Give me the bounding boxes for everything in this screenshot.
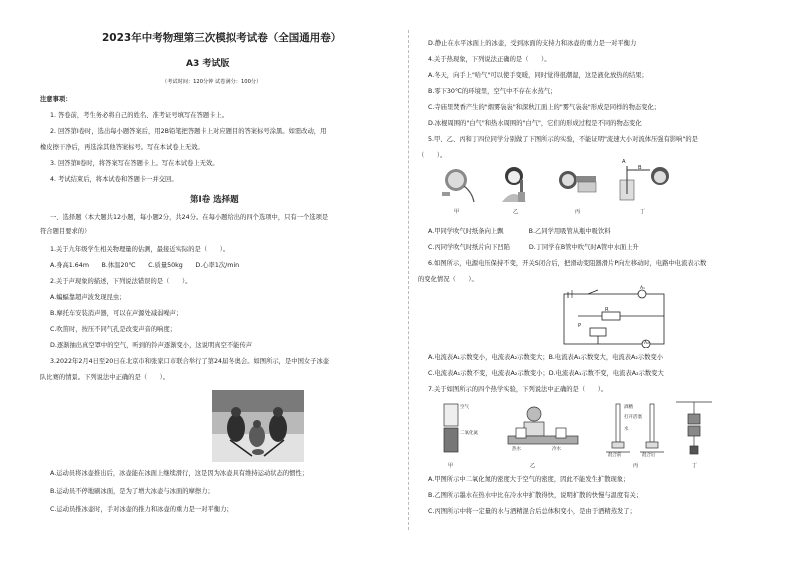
q5-fig-yi bbox=[494, 162, 536, 204]
q7-label-yi: 乙 bbox=[530, 463, 536, 469]
q7-label-after: 混合后 bbox=[642, 453, 656, 458]
q3-option-b: B.运动员不停地刷冰面，是为了增大冰壶与冰面的摩擦力； bbox=[50, 488, 214, 495]
exam-title: 2023年中考物理第三次模拟考试卷（全国通用卷） bbox=[102, 32, 342, 44]
q7-option-c: C.丙图所示中将一定量的水与酒精混合后总体积变小，是由于酒精蒸发了； bbox=[428, 508, 636, 515]
q2-option-c: C.吹笛时，按压不同气孔是改变声音的响度； bbox=[50, 326, 177, 333]
q4-option-d: D.冰棍周围的"白气"和热水周围的"白气"，它们的形成过程是不同的物态变化 bbox=[428, 120, 642, 127]
q4-option-b: B.零下30℃的环境里，空气中不存在水蒸气； bbox=[428, 88, 557, 95]
q5-fig-jia bbox=[438, 164, 478, 204]
q7-label-before: 混合前 bbox=[608, 453, 622, 458]
q7-option-a: A.甲图所示中二氧化氮的密度大于空气的密度，因此不能发生扩散现象； bbox=[428, 476, 630, 483]
q7-label-jia: 甲 bbox=[448, 463, 454, 469]
section-title: 第Ⅰ卷 选择题 bbox=[190, 195, 239, 205]
note-1: 1. 答卷前，考生务必将自己的姓名、准考证号填写在答题卡上。 bbox=[50, 112, 229, 119]
q7-label-cold: 冷水 bbox=[552, 447, 561, 452]
q4-stem: 4.关于热现象，下列说法正确的是（ ）。 bbox=[428, 56, 551, 63]
q3-stem-2: 队比赛的情景。下列说法中正确的是（ ）。 bbox=[40, 374, 170, 381]
note-3: 3. 回答第Ⅱ卷时，将答案写在答题卡上。写在本试卷上无效。 bbox=[50, 160, 219, 167]
q7-label-air: 空气 bbox=[460, 405, 469, 410]
note-4: 4. 考试结束后，将本试卷和答题卡一并交回。 bbox=[50, 176, 178, 183]
q4-option-a: A.冬天，向手上"哈气"可以使手变暖，同时觉得很潮湿，这是液化放热的结果； bbox=[428, 72, 648, 79]
q7-option-b: B.乙图所示墨水在热水中比在冷水中扩散得快，说明扩散的快慢与温度有关； bbox=[428, 492, 643, 499]
q5-label-yi: 乙 bbox=[513, 209, 519, 215]
q7-label-no2: 二氧化氮 bbox=[460, 431, 478, 436]
q6-label-r: R bbox=[605, 307, 609, 313]
q1-options: A.身高1.64m B.体温20℃ C.质量50kg D.心率1次/min bbox=[50, 262, 240, 269]
q5-fig-bing bbox=[556, 164, 600, 204]
exam-edition: A3 考试版 bbox=[186, 59, 230, 69]
q5-stem-1: 5.甲、乙、丙和丁四位同学分别做了下图所示的实验，不能证明"流速大小对流体压强有影响"的是 bbox=[428, 136, 698, 143]
q7-label-alcohol: 酒精 bbox=[624, 405, 633, 410]
q7-stem: 7.关于如图所示的四个热学实验，下列说法中正确的是（ ）。 bbox=[428, 386, 608, 393]
section-intro-1: 一、选择题（本大题共12小题，每小题2分，共24分。在每小题给出的四个选项中，只有一个选项是 bbox=[50, 214, 329, 221]
q7-label-hot: 热水 bbox=[512, 447, 521, 452]
q6-options-ab: A.电流表A₁示数变小，电流表A₂示数变大；B.电流表A₁示数变大，电流表A₂示数变小 bbox=[428, 354, 664, 361]
q3-option-c: C.运动员推冰壶时，手对冰壶的推力和冰壶的重力是一对平衡力； bbox=[50, 506, 233, 513]
q3-option-d: D.静止在水平冰面上的冰壶，受到冰面的支持力和冰壶的重力是一对平衡力 bbox=[428, 40, 637, 47]
q5-label-ding: 丁 bbox=[640, 209, 646, 215]
curling-photo bbox=[212, 390, 304, 462]
note-2: 2. 回答第Ⅰ卷时，选出每小题答案后，用2B铅笔把答题卡上对应题目的答案标号涂黑。如需改动，用 bbox=[50, 128, 327, 135]
q6-stem-1: 6.如图所示，电源电压保持不变，开关S闭合后，把滑动变阻器滑片P向左移动时，电路中电流表示数 bbox=[428, 260, 707, 267]
column-divider bbox=[408, 30, 409, 530]
q7-label-open-valve: 打开活塞 bbox=[624, 415, 642, 420]
q5-fig-label-a: A bbox=[622, 159, 626, 165]
right-column bbox=[418, 0, 763, 562]
q5-options-ab: A.甲同学吹气时纸条向上飘 B.乙同学用吸管从瓶中吸饮料 bbox=[428, 228, 611, 235]
q7-label-bing: 丙 bbox=[633, 463, 639, 469]
q3-stem-1: 3.2022年2月4日至20日在北京市和张家口市联合举行了第24届冬奥会。如图所示，是中国女子冰壶 bbox=[50, 358, 330, 365]
q1-stem: 1.关于九年级学生相关物理量的估测，最接近实际的是（ ）。 bbox=[50, 246, 230, 253]
q4-option-c: C.寺庙里焚香产生的"烟雾袅袅"和深秋江面上的"雾气袅袅"形成是同样的物态变化； bbox=[428, 104, 661, 111]
q5-fig-label-b: B bbox=[638, 165, 642, 171]
q3-option-a: A.运动员将冰壶推出后，冰壶能在冰面上继续滑行，这是因为冰壶具有维持运动状态的惯性； bbox=[50, 470, 309, 477]
q2-stem: 2.关于声现象的描述，下列说法错误的是（ ）。 bbox=[50, 278, 192, 285]
q5-options-cd: C.丙同学吹气时纸片向下凹陷 D.丁同学在B管中吹气时A管中水面上升 bbox=[428, 244, 639, 251]
q5-label-bing: 丙 bbox=[575, 209, 581, 215]
note-2-cont: 橡皮擦干净后，再选涂其他答案标号。写在本试卷上无效。 bbox=[40, 144, 204, 151]
exam-meta: （考试时间：120分钟 试卷满分：100分） bbox=[162, 79, 262, 85]
q2-option-d: D.逐渐抽出真空罩中的空气，听到的铃声逐渐变小，这说明真空不能传声 bbox=[50, 342, 253, 349]
notes-heading: 注意事项： bbox=[40, 96, 72, 103]
q6-label-p: P bbox=[578, 323, 582, 329]
q5-label-jia: 甲 bbox=[454, 209, 460, 215]
q5-stem-2: （ ）。 bbox=[418, 152, 447, 159]
q7-figures bbox=[436, 400, 736, 462]
left-column bbox=[40, 0, 398, 562]
q6-circuit-diagram bbox=[558, 288, 670, 348]
section-intro-2: 符合题目要求的） bbox=[40, 228, 91, 235]
q7-label-ding: 丁 bbox=[692, 463, 698, 469]
q6-stem-2: 的变化情况（ ）。 bbox=[418, 276, 478, 283]
q6-options-cd: C.电流表A₁示数不变，电流表A₂示数变小；D.电流表A₁示数不变，电流表A₂示数变大 bbox=[428, 370, 664, 377]
q6-label-a1: A₁ bbox=[640, 286, 645, 291]
q6-label-a2: A₂ bbox=[644, 341, 649, 346]
q2-option-b: B.摩托车安装消声器，可以在声源处减弱噪声； bbox=[50, 310, 183, 317]
q7-label-water: 水 bbox=[624, 427, 629, 432]
q2-option-a: A.蝙蝠靠超声波发现昆虫； bbox=[50, 294, 126, 301]
